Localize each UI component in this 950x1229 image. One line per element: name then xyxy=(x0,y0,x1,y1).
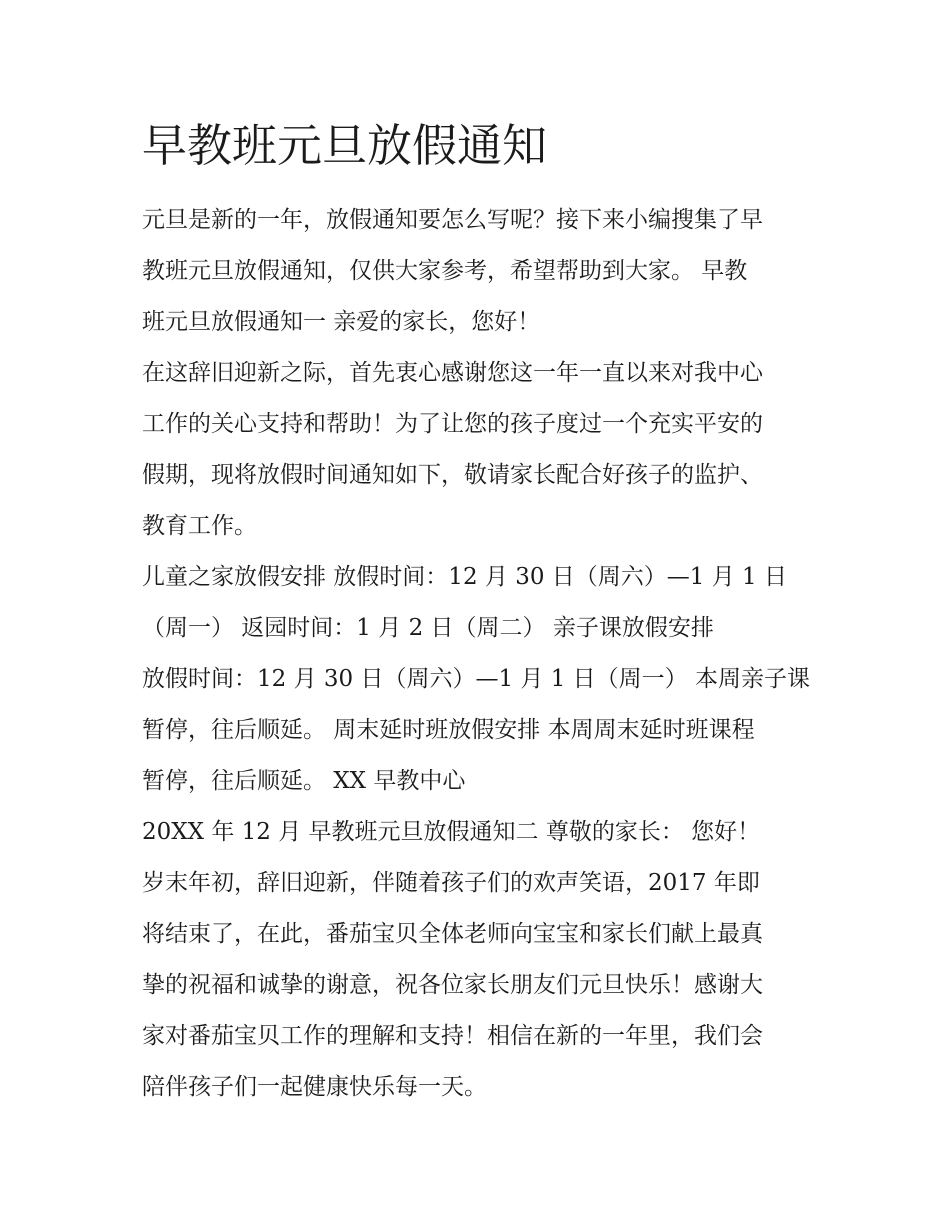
body-line: 班元旦放假通知一 亲爱的家长，您好！ xyxy=(142,309,541,335)
body-line: 儿童之家放假安排 放假时间：12 月 30 日（周六）—1 月 1 日 xyxy=(142,564,787,590)
body-line: 暂停，往后顺延。 周末延时班放假安排 本周周末延时班课程 xyxy=(142,717,755,743)
body-line: 陪伴孩子们一起健康快乐每一天。 xyxy=(142,1074,487,1100)
body-line: 放假时间：12 月 30 日（周六）—1 月 1 日（周一） 本周亲子课 xyxy=(142,666,810,692)
body-line: 在这辞旧迎新之际，首先衷心感谢您这一年一直以来对我中心 xyxy=(142,360,763,386)
body-line: 20XX 年 12 月 早教班元旦放假通知二 尊敬的家长： 您好！ xyxy=(142,819,761,845)
body-line: 暂停，往后顺延。 XX 早教中心 xyxy=(142,768,466,794)
body-line: 教班元旦放假通知，仅供大家参考，希望帮助到大家。 早教 xyxy=(142,258,748,284)
body-line: 教育工作。 xyxy=(142,513,257,539)
document-title: 早教班元旦放假通知 xyxy=(142,119,548,172)
body-line: 岁末年初，辞旧迎新，伴随着孩子们的欢声笑语，2017 年即 xyxy=(142,870,760,896)
body-line: 将结束了，在此，番茄宝贝全体老师向宝宝和家长们献上最真 xyxy=(142,921,763,947)
body-line: 假期，现将放假时间通知如下，敬请家长配合好孩子的监护、 xyxy=(142,462,763,488)
body-line: 家对番茄宝贝工作的理解和支持！相信在新的一年里，我们会 xyxy=(142,1023,763,1049)
body-line: 挚的祝福和诚挚的谢意，祝各位家长朋友们元旦快乐！感谢大 xyxy=(142,972,763,998)
body-line: （周一） 返园时间：1 月 2 日（周二） 亲子课放假安排 xyxy=(142,615,714,641)
body-line: 元旦是新的一年，放假通知要怎么写呢？接下来小编搜集了早 xyxy=(142,207,763,233)
body-line: 工作的关心支持和帮助！为了让您的孩子度过一个充实平安的 xyxy=(142,411,763,437)
